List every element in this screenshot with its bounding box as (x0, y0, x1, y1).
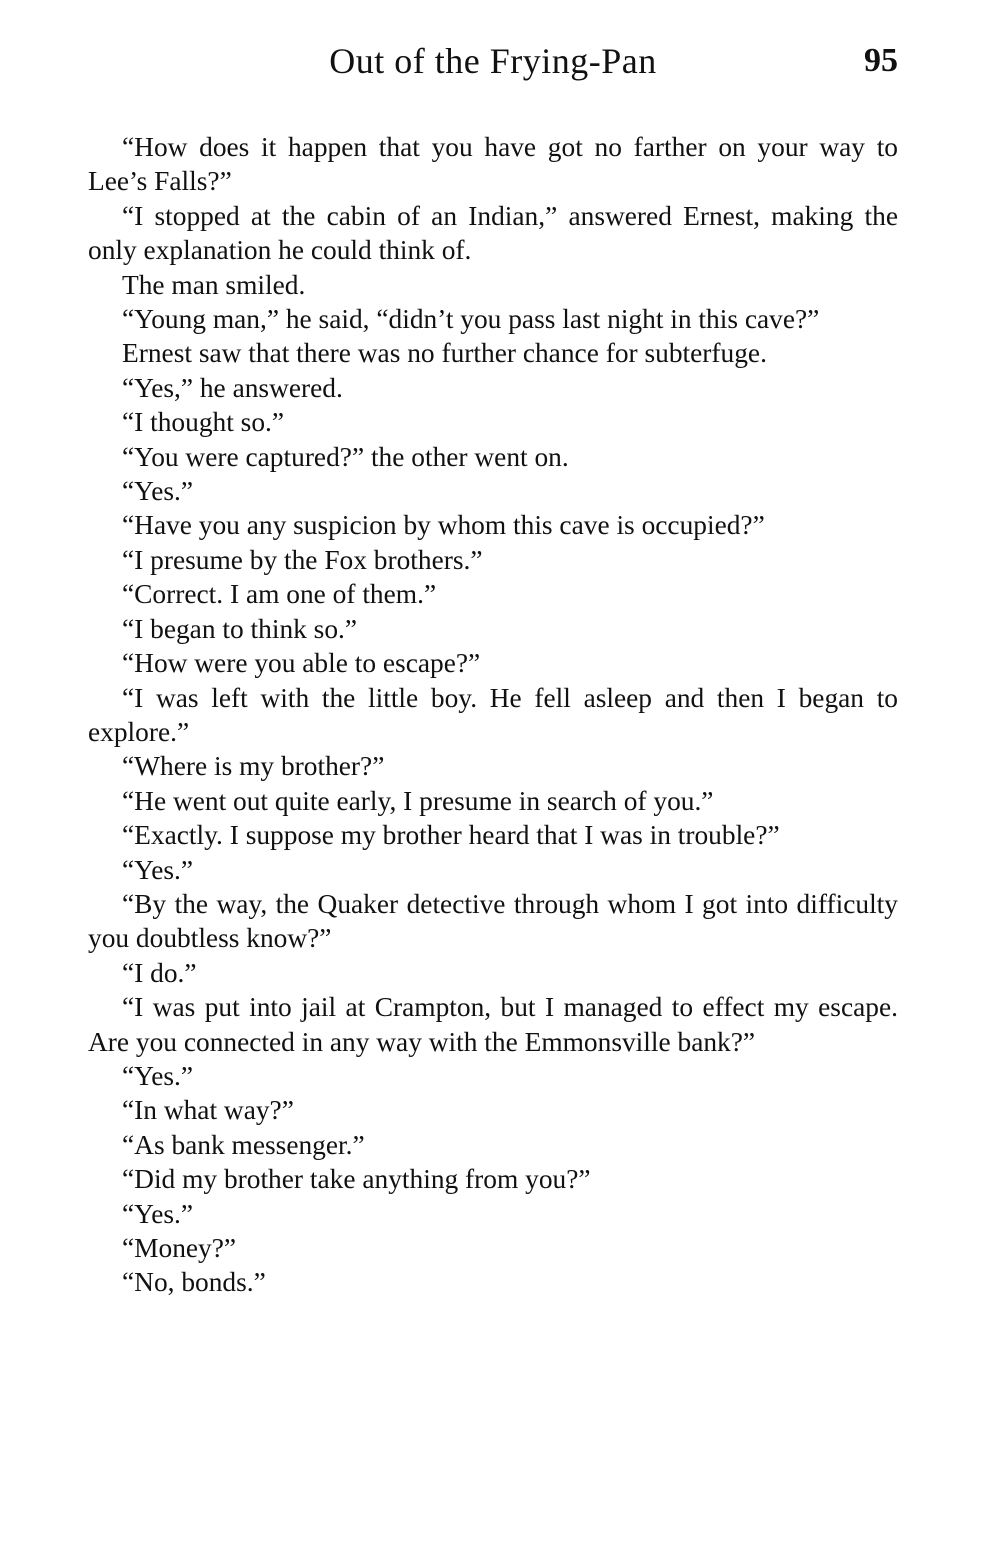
running-head-title: Out of the Frying-Pan (329, 41, 657, 81)
paragraph: “Yes.” (122, 1198, 194, 1229)
page-number: 95 (864, 42, 898, 79)
paragraph: “I was put into jail at Crampton, but I managed to effect my escape. Are you connected in any way with the Emmonsville bank?” (88, 992, 898, 1057)
paragraph: “By the way, the Quaker detective through whom I got into difficulty you doubtless know?” (88, 888, 898, 954)
paragraph: “Money?” (122, 1233, 237, 1263)
paragraph: Ernest saw that there was no further chance for subterfuge. (122, 338, 767, 369)
paragraph: “Yes.” (122, 854, 194, 885)
paragraph: “No, bonds.” (122, 1267, 266, 1298)
paragraph: “Correct. I am one of them.” (122, 579, 437, 610)
paragraph: “Did my brother take anything from you?” (122, 1164, 591, 1195)
paragraph: “I thought so.” (122, 407, 285, 438)
paragraph: “Young man,” he said, “didn’t you pass last night in this cave?” (122, 304, 820, 335)
paragraph: “In what way?” (122, 1095, 294, 1126)
paragraph: “Where is my brother?” (122, 751, 385, 782)
paragraph: “I was left with the little boy. He fell asleep and then I began to explore.” (88, 682, 898, 747)
running-head (88, 40, 898, 92)
paragraph: “You were captured?” the other went on. (122, 441, 569, 472)
paragraph: “Yes,” he answered. (122, 372, 343, 403)
paragraph: “I presume by the Fox brothers.” (122, 544, 483, 575)
paragraph: “Yes.” (122, 476, 194, 507)
body-text (88, 130, 898, 1300)
paragraph: “I began to think so.” (122, 613, 358, 644)
paragraph: The man smiled. (122, 269, 306, 300)
paragraph: “I do.” (122, 957, 197, 988)
paragraph: “How does it happen that you have got no farther on your way to Lee’s Falls?” (88, 132, 898, 197)
paragraph: “He went out quite early, I presume in search of you.” (122, 785, 714, 816)
paragraph: “How were you able to escape?” (122, 648, 481, 679)
paragraph: “I stopped at the cabin of an Indian,” answered Ernest, making the only explanation he could think of. (88, 200, 898, 266)
paragraph: “As bank messenger.” (122, 1129, 365, 1160)
paragraph: “Have you any suspicion by whom this cave is occupied?” (122, 510, 765, 541)
book-page (88, 40, 898, 1300)
paragraph: “Yes.” (122, 1060, 194, 1091)
paragraph: “Exactly. I suppose my brother heard that I was in trouble?” (122, 820, 780, 851)
